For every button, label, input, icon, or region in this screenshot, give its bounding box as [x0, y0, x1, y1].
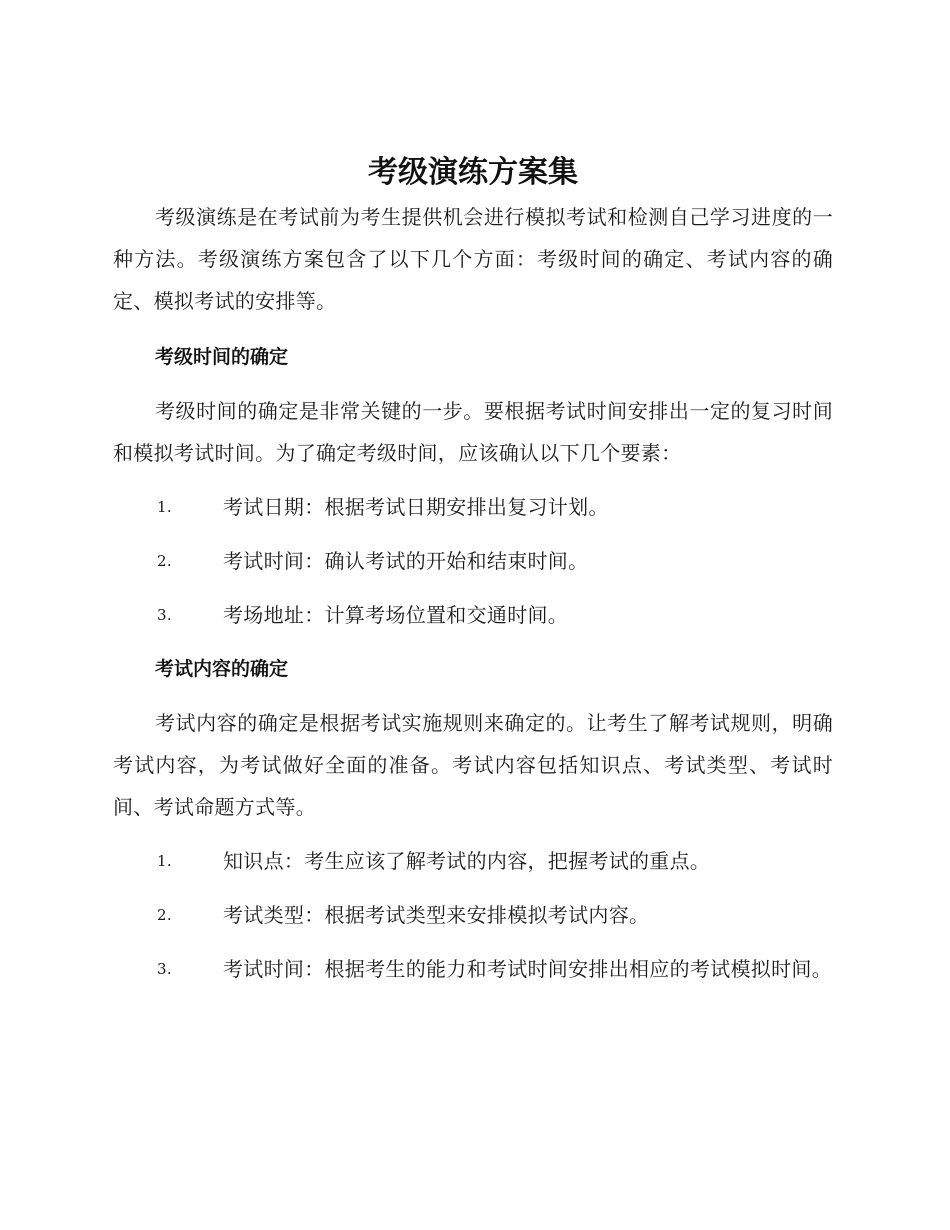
- list-item-text: 考试时间：确认考试的开始和结束时间。: [223, 549, 589, 573]
- document-page: [113, 150, 833, 990]
- list-item: [113, 594, 833, 636]
- list-item-number: 1.: [157, 852, 172, 870]
- document-title: 考级演练方案集: [368, 155, 578, 190]
- section-heading-exam-content: 考试内容的确定: [155, 658, 289, 680]
- section-heading-exam-time: 考级时间的确定: [155, 346, 289, 368]
- list-item-number: 1.: [157, 498, 172, 516]
- list-item-text: 考试类型：根据考试类型来安排模拟考试内容。: [223, 903, 650, 927]
- list-item-number: 2.: [157, 906, 172, 924]
- list-item-text: 考场地址：计算考场位置和交通时间。: [223, 603, 569, 627]
- list-item-text: 知识点：考生应该了解考试的内容，把握考试的重点。: [223, 849, 711, 873]
- section-body-exam-content: 考试内容的确定是根据考试实施规则来确定的。让考生了解考试规则，明确考试内容，为考试做好全面的准备。考试内容包括知识点、考试类型、考试时间、考试命题方式等。: [113, 711, 833, 819]
- list-item: [113, 540, 833, 582]
- list-item-text: 考试日期：根据考试日期安排出复习计划。: [223, 495, 609, 519]
- list-item: [113, 840, 833, 882]
- list-item-number: 3.: [157, 960, 172, 978]
- list-item-number: 2.: [157, 552, 172, 570]
- intro-paragraph: 考级演练是在考试前为考生提供机会进行模拟考试和检测自己学习进度的一种方法。考级演练方案包含了以下几个方面：考级时间的确定、考试内容的确定、模拟考试的安排等。: [113, 205, 833, 313]
- list-item: [113, 894, 833, 936]
- list-item: [113, 948, 833, 990]
- section-body-exam-time: 考级时间的确定是非常关键的一步。要根据考试时间安排出一定的复习时间和模拟考试时间。为了确定考级时间，应该确认以下几个要素：: [113, 399, 833, 465]
- list-item-number: 3.: [157, 606, 172, 624]
- list-item-text: 考试时间：根据考生的能力和考试时间安排出相应的考试模拟时间。: [223, 957, 832, 981]
- list-item: [113, 486, 833, 528]
